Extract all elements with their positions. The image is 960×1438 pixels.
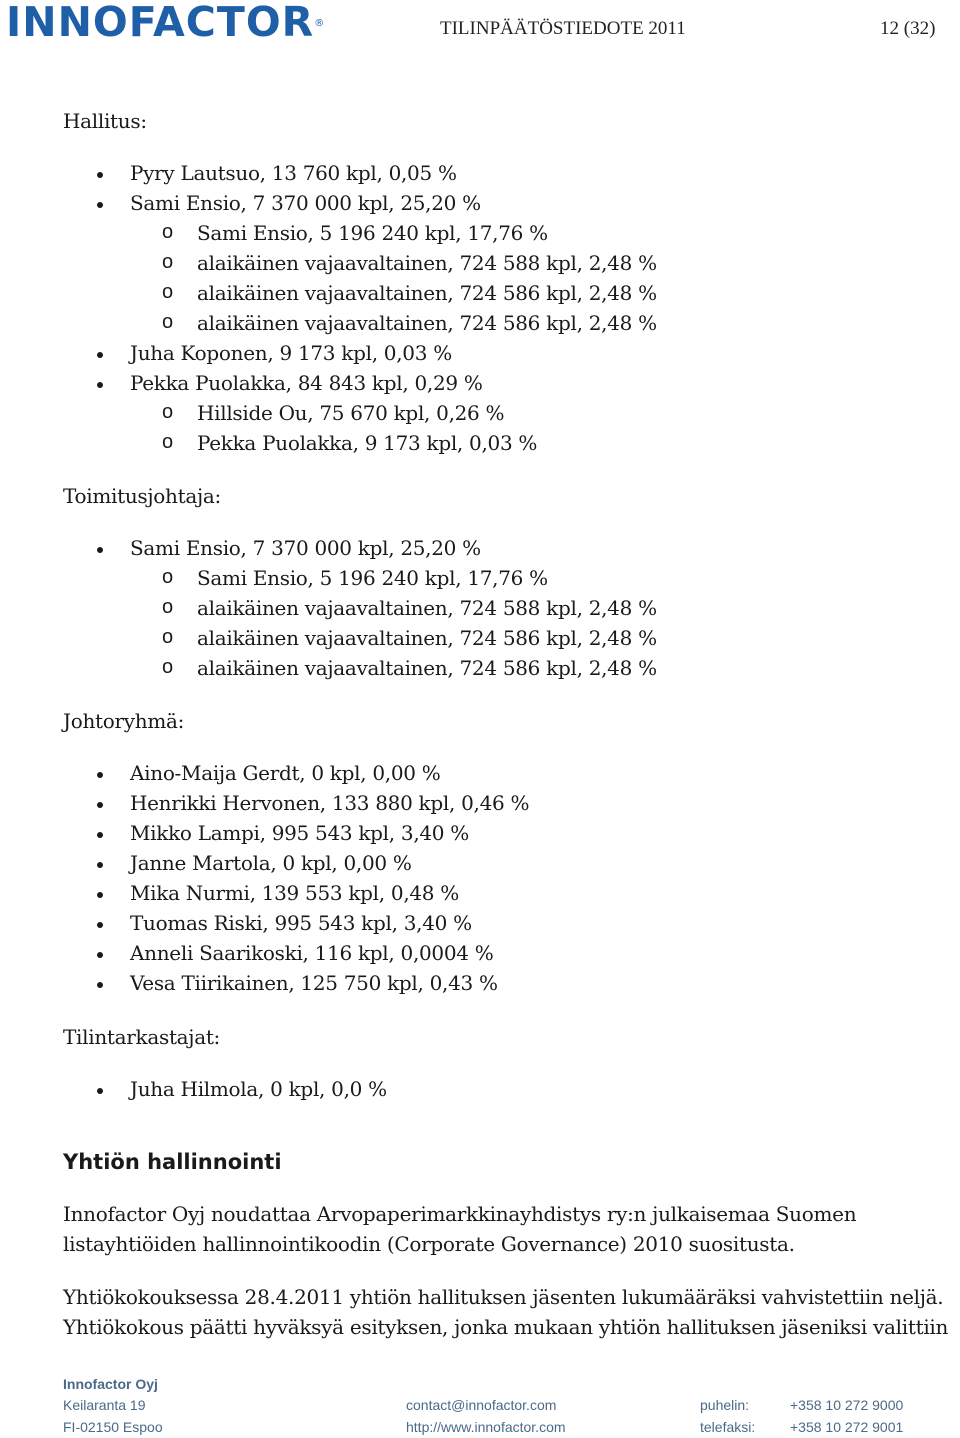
- paragraph-line: listayhtiöiden hallinnointikoodin (Corporate Governance) 2010 suositusta.: [63, 1232, 795, 1256]
- list-item: Janne Martola, 0 kpl, 0,00 %: [130, 851, 412, 875]
- page-number: 12 (32): [880, 18, 936, 39]
- bullet-circle-icon: o: [162, 281, 174, 303]
- footer-email-link[interactable]: contact@innofactor.com: [406, 1397, 557, 1413]
- bullet-dot-icon: [97, 547, 103, 553]
- footer-company: Innofactor Oyj: [63, 1376, 158, 1392]
- section-label-tilintarkastajat: Tilintarkastajat:: [63, 1025, 220, 1049]
- list-item: Tuomas Riski, 995 543 kpl, 3,40 %: [130, 911, 472, 935]
- paragraph-line: Yhtiökokouksessa 28.4.2011 yhtiön hallituksen jäsenten lukumääräksi vahvistettiin neljä.: [63, 1285, 944, 1309]
- bullet-dot-icon: [97, 952, 103, 958]
- bullet-dot-icon: [97, 1088, 103, 1094]
- list-item: Henrikki Hervonen, 133 880 kpl, 0,46 %: [130, 791, 530, 815]
- sub-list-item: Sami Ensio, 5 196 240 kpl, 17,76 %: [197, 221, 548, 245]
- bullet-circle-icon: o: [162, 626, 174, 648]
- page-header: [0, 0, 960, 50]
- bullet-circle-icon: o: [162, 251, 174, 273]
- bullet-dot-icon: [97, 352, 103, 358]
- list-item: Pekka Puolakka, 84 843 kpl, 0,29 %: [130, 371, 483, 395]
- bullet-dot-icon: [97, 892, 103, 898]
- list-item: Aino-Maija Gerdt, 0 kpl, 0,00 %: [130, 761, 441, 785]
- document-title: TILINPÄÄTÖSTIEDOTE 2011: [440, 18, 686, 39]
- bullet-dot-icon: [97, 862, 103, 868]
- paragraph-line: Innofactor Oyj noudattaa Arvopaperimarkkinayhdistys ry:n julkaisemaa Suomen: [63, 1202, 857, 1226]
- sub-list-item: alaikäinen vajaavaltainen, 724 588 kpl, 2,48 %: [197, 251, 657, 275]
- bullet-dot-icon: [97, 802, 103, 808]
- paragraph-line: Yhtiökokous päätti hyväksyä esityksen, jonka mukaan yhtiön hallituksen jäseniksi valittiin: [63, 1315, 949, 1339]
- bullet-dot-icon: [97, 982, 103, 988]
- bullet-dot-icon: [97, 172, 103, 178]
- footer-address-line2: FI-02150 Espoo: [63, 1419, 163, 1435]
- bullet-circle-icon: o: [162, 221, 174, 243]
- section-label-toimitusjohtaja: Toimitusjohtaja:: [63, 484, 221, 508]
- sub-list-item: alaikäinen vajaavaltainen, 724 586 kpl, 2,48 %: [197, 626, 657, 650]
- section-label-hallitus: Hallitus:: [63, 109, 147, 133]
- innofactor-logo: INNOFACTOR®: [6, 0, 326, 46]
- list-item: Vesa Tiirikainen, 125 750 kpl, 0,43 %: [130, 971, 498, 995]
- list-item: Juha Koponen, 9 173 kpl, 0,03 %: [130, 341, 452, 365]
- bullet-dot-icon: [97, 772, 103, 778]
- bullet-dot-icon: [97, 382, 103, 388]
- list-item: Mika Nurmi, 139 553 kpl, 0,48 %: [130, 881, 459, 905]
- sub-list-item: alaikäinen vajaavaltainen, 724 586 kpl, 2,48 %: [197, 311, 657, 335]
- bullet-circle-icon: o: [162, 566, 174, 588]
- footer-phone: +358 10 272 9000: [790, 1397, 904, 1413]
- bullet-dot-icon: [97, 202, 103, 208]
- footer-phone-label: puhelin:: [700, 1397, 750, 1413]
- sub-list-item: Pekka Puolakka, 9 173 kpl, 0,03 %: [197, 431, 538, 455]
- footer-website-link[interactable]: http://www.innofactor.com: [406, 1419, 566, 1435]
- list-item: Anneli Saarikoski, 116 kpl, 0,0004 %: [130, 941, 494, 965]
- footer-fax-label: telefaksi:: [700, 1419, 756, 1435]
- list-item: Pyry Lautsuo, 13 760 kpl, 0,05 %: [130, 161, 457, 185]
- bullet-dot-icon: [97, 922, 103, 928]
- sub-list-item: alaikäinen vajaavaltainen, 724 586 kpl, 2,48 %: [197, 656, 657, 680]
- bullet-circle-icon: o: [162, 311, 174, 333]
- bullet-circle-icon: o: [162, 431, 174, 453]
- sub-list-item: alaikäinen vajaavaltainen, 724 586 kpl, 2,48 %: [197, 281, 657, 305]
- bullet-circle-icon: o: [162, 401, 174, 423]
- page-footer: [0, 1376, 960, 1438]
- list-item: Sami Ensio, 7 370 000 kpl, 25,20 %: [130, 191, 481, 215]
- list-item: Juha Hilmola, 0 kpl, 0,0 %: [130, 1077, 387, 1101]
- list-item: Sami Ensio, 7 370 000 kpl, 25,20 %: [130, 536, 481, 560]
- section-heading: Yhtiön hallinnointi: [63, 1150, 282, 1174]
- footer-fax: +358 10 272 9001: [790, 1419, 904, 1435]
- bullet-circle-icon: o: [162, 656, 174, 678]
- list-item: Mikko Lampi, 995 543 kpl, 3,40 %: [130, 821, 469, 845]
- bullet-circle-icon: o: [162, 596, 174, 618]
- footer-address-line1: Keilaranta 19: [63, 1397, 146, 1413]
- bullet-dot-icon: [97, 832, 103, 838]
- sub-list-item: Sami Ensio, 5 196 240 kpl, 17,76 %: [197, 566, 548, 590]
- section-label-johtoryhma: Johtoryhmä:: [63, 709, 185, 733]
- sub-list-item: alaikäinen vajaavaltainen, 724 588 kpl, 2,48 %: [197, 596, 657, 620]
- sub-list-item: Hillside Ou, 75 670 kpl, 0,26 %: [197, 401, 505, 425]
